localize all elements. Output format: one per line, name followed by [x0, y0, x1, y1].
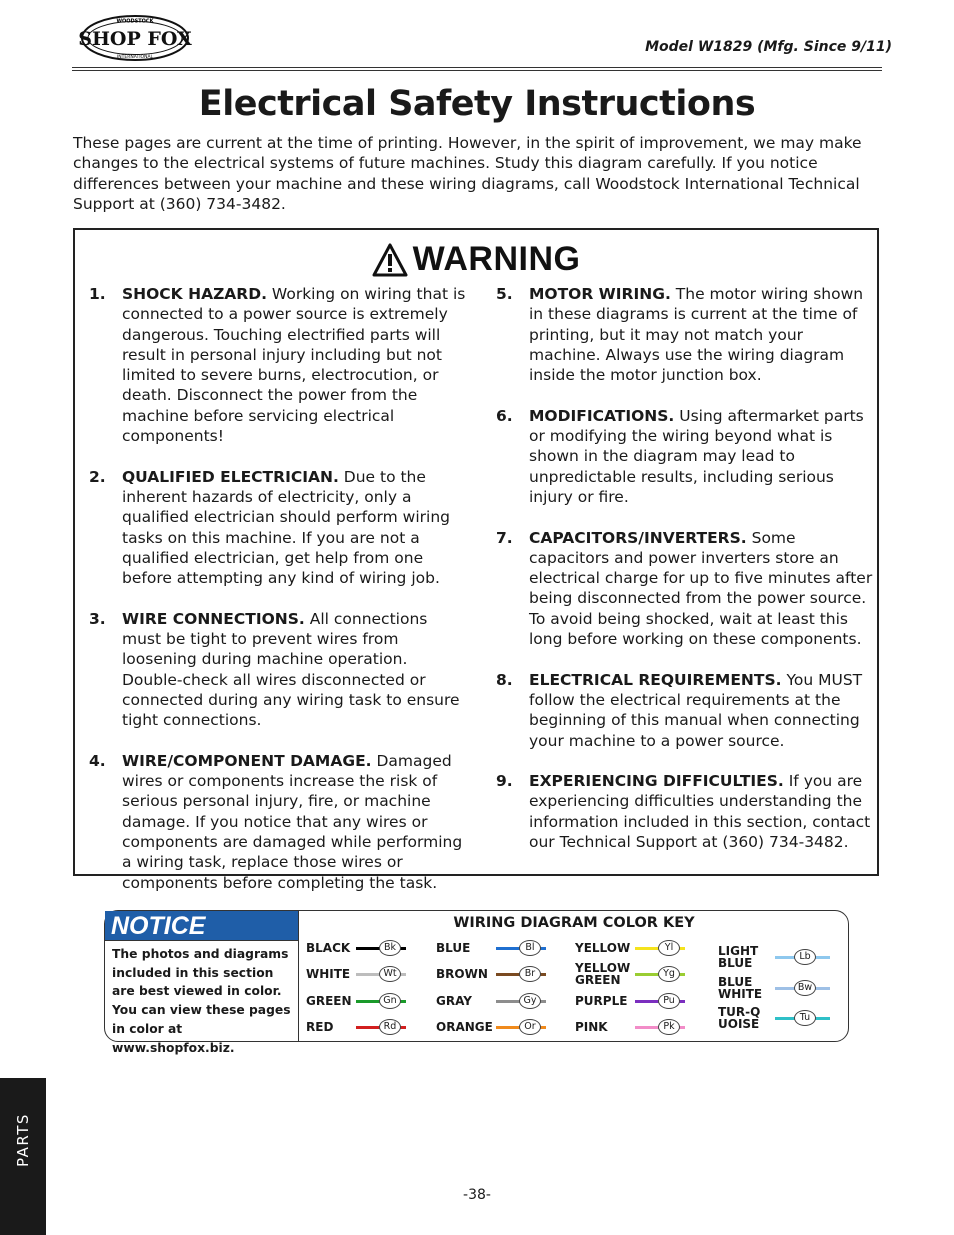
color-name: PINK: [575, 1020, 608, 1034]
item-text: Due to the inherent hazards of electricity, only a qualified electrician should perform wiring tasks on this machine. If you are not a qualified electrician, get help from one before attempting any kind of wiring job.: [122, 467, 450, 588]
warning-item: [496, 771, 876, 852]
notice-banner: NOTICE: [105, 911, 298, 941]
color-name: GRAY: [436, 994, 472, 1008]
color-name: YELLOW: [575, 941, 631, 955]
warning-heading: [75, 240, 877, 280]
item-text: You MUST follow the electrical requirements at the beginning of this manual when connecting your machine to a power source.: [529, 670, 863, 750]
color-name: BROWN: [436, 967, 488, 981]
warning-box: [73, 228, 879, 892]
item-text: Working on wiring that is connected to a power source is extremely dangerous. Touching electrified parts will result in personal injury including but not limited to severe burns, electrocution, or death. Disconnect the power from the machine before servicing electrical components!: [122, 285, 466, 446]
item-text: Using aftermarket parts or modifying the wiring beyond what is shown in the diagram may lead to unpredictable results, including serious injury or fire.: [529, 406, 864, 506]
intro-paragraph: These pages are current at the time of printing. However, in the spirit of improvement, we may make changes to the electrical systems of future machines. Study this diagram carefully. If you notice differences between your machine and these wiring diagrams, call Woodstock International Technical Support at (360) 734-3482.: [73, 134, 862, 213]
color-abbr: Pk: [658, 1019, 680, 1035]
color-abbr: Br: [519, 966, 541, 982]
color-name: LIGHT BLUE: [718, 944, 759, 970]
item-text: The motor wiring shown in these diagrams is current at the time of printing, but it may not match your machine. Always use the wiring diagram inside the motor junction box.: [529, 285, 864, 385]
model-number: Model W1829 (Mfg. Since 9/11): [645, 39, 892, 55]
item-label: EXPERIENCING DIFFICULTIES.: [529, 772, 784, 791]
item-number: 8.: [496, 670, 513, 689]
color-name: GREEN: [306, 994, 352, 1008]
color-name: BLUE WHITE: [718, 975, 763, 1001]
color-abbr: Bl: [519, 940, 541, 956]
page-title: Electrical Safety Instructions: [198, 84, 756, 124]
item-label: SHOCK HAZARD.: [122, 285, 267, 303]
warning-item: [89, 467, 469, 589]
color-name: BLUE: [436, 941, 471, 955]
color-name: TUR-QUOISE: [718, 1005, 761, 1031]
shop-fox-logo: [80, 14, 190, 62]
item-label: ELECTRICAL REQUIREMENTS.: [529, 670, 782, 689]
item-label: MOTOR WIRING.: [529, 285, 671, 303]
warning-item: [496, 284, 876, 385]
item-number: 2.: [89, 467, 106, 486]
page-number: -38-: [463, 1187, 491, 1203]
warning-item: [496, 670, 876, 751]
item-label: QUALIFIED ELECTRICIAN.: [122, 467, 339, 486]
color-name: WHITE: [306, 967, 351, 981]
warning-triangle-icon: [372, 243, 408, 277]
notice-text: The photos and diagrams included in this section are best viewed in color. You can view these pages in color at www.shopfox.biz.: [112, 947, 291, 1055]
color-name: BLACK: [306, 941, 351, 955]
color-abbr: Rd: [379, 1019, 401, 1035]
svg-text:WOODSTOCK: WOODSTOCK: [116, 18, 154, 25]
warning-item: [496, 528, 876, 650]
item-text: Damaged wires or components increase the risk of serious personal injury, fire, or machine damage. If you notice that any wires or components are damaged while performing a wiring task, replace those wires or components before completing the task.: [122, 751, 463, 892]
color-abbr: Bw: [794, 980, 816, 996]
header-rule-bottom: [72, 70, 882, 71]
notice-panel: [105, 911, 299, 1055]
color-abbr: Gy: [519, 993, 541, 1009]
warning-column-right: [496, 284, 876, 873]
color-key-title: WIRING DIAGRAM COLOR KEY: [453, 915, 695, 931]
color-abbr: Or: [519, 1019, 541, 1035]
parts-section-label: PARTS: [14, 1113, 32, 1167]
color-abbr: Tu: [794, 1010, 816, 1026]
color-name: PURPLE: [575, 994, 628, 1008]
warning-item: [89, 284, 469, 446]
color-abbr: Yg: [658, 966, 680, 982]
warning-item: [89, 609, 469, 731]
item-number: 6.: [496, 406, 513, 425]
item-number: 3.: [89, 609, 106, 628]
warning-item: [496, 406, 876, 507]
notice-box: [104, 910, 849, 1055]
color-abbr: Gn: [379, 993, 401, 1009]
svg-text:INTERNATIONAL: INTERNATIONAL: [116, 55, 154, 60]
warning-column-left: [89, 284, 469, 913]
svg-text:SHOP FOX: SHOP FOX: [78, 28, 192, 50]
item-text: All connections must be tight to prevent wires from loosening during machine operation. Double-check all wires disconnected or connected during any wiring task to ensure tight connections.: [122, 609, 460, 730]
color-name: ORANGE: [436, 1020, 493, 1034]
color-abbr: Wt: [379, 966, 401, 982]
item-number: 9.: [496, 772, 513, 791]
color-name: YELLOW GREEN: [575, 961, 631, 987]
color-abbr: Lb: [794, 949, 816, 965]
color-abbr: Pu: [658, 993, 680, 1009]
item-number: 7.: [496, 528, 513, 547]
header-rule-top: [72, 67, 882, 68]
color-abbr: Yl: [658, 940, 680, 956]
item-label: WIRE/COMPONENT DAMAGE.: [122, 751, 372, 770]
item-label: CAPACITORS/INVERTERS.: [529, 528, 747, 547]
item-number: 4.: [89, 751, 106, 770]
item-text: Some capacitors and power inverters store an electrical charge for up to five minutes after being disconnected from the power source. To avoid being shocked, wait at least this long before working on these components.: [529, 528, 873, 649]
item-label: MODIFICATIONS.: [529, 406, 675, 425]
color-abbr: Bk: [379, 940, 401, 956]
item-number: 1.: [89, 285, 106, 303]
color-name: RED: [306, 1020, 334, 1034]
item-number: 5.: [496, 285, 513, 303]
warning-label: WARNING: [412, 240, 581, 278]
warning-item: [89, 751, 469, 893]
item-text: If you are experiencing difficulties understanding the information included in this section, contact our Technical Support at (360) 734-3482.: [529, 772, 871, 852]
item-label: WIRE CONNECTIONS.: [122, 609, 305, 628]
